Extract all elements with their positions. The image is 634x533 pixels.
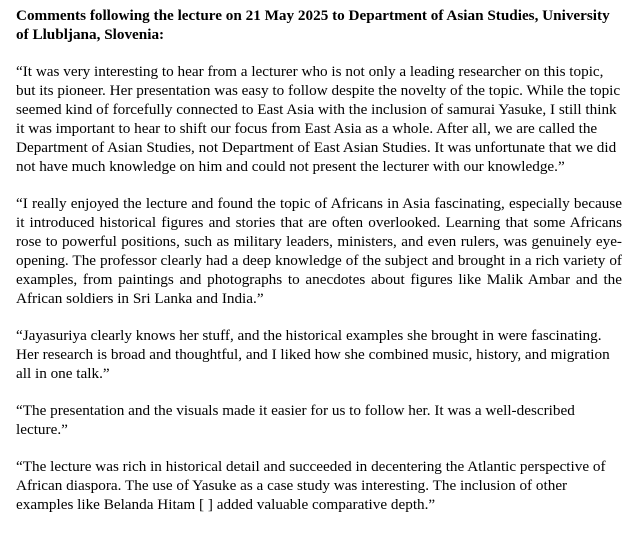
- comment-1: “It was very interesting to hear from a lecturer who is not only a leading researcher on this topic, but its pioneer. Her presentation was easy to follow despite the novelty of the topic. While the topic seemed kind of forcefully connected to East Asia with the inclusion of samurai Yasuke, I still think it was important to hear to shift our focus from East Asia as a whole. After all, we are called the Department of Asian Studies, not Department of East Asian Studies. It was unfortunate that we did not have much knowledge on him and could not present the lecturer with our knowledge.”: [16, 63, 621, 175]
- document-heading: Comments following the lecture on 21 May 2025 to Department of Asian Studies, University of Llubljana, Slovenia:: [16, 7, 610, 43]
- comment-4: “The presentation and the visuals made it easier for us to follow her. It was a well-described lecture.”: [16, 402, 575, 438]
- comment-5: “The lecture was rich in historical detail and succeeded in decentering the Atlantic perspective of African diaspora. The use of Yasuke as a case study was interesting. The inclusion of other examples like Belanda Hitam [ ] added valuable comparative depth.”: [16, 458, 606, 513]
- comment-2: “I really enjoyed the lecture and found the topic of Africans in Asia fascinating, especially because it introduced historical figures and stories that are often overlooked. Learning that some Africans rose to powerful positions, such as military leaders, ministers, and even rulers, was genuinely eye-opening. The professor clearly had a deep knowledge of the subject and brought in a rich variety of examples, from paintings and photographs to anecdotes about figures like Malik Ambar and the African soldiers in Sri Lanka and India.”: [16, 195, 622, 307]
- comment-3: “Jayasuriya clearly knows her stuff, and the historical examples she brought in were fascinating. Her research is broad and thoughtful, and I liked how she combined music, history, and migration all in one talk.”: [16, 327, 610, 382]
